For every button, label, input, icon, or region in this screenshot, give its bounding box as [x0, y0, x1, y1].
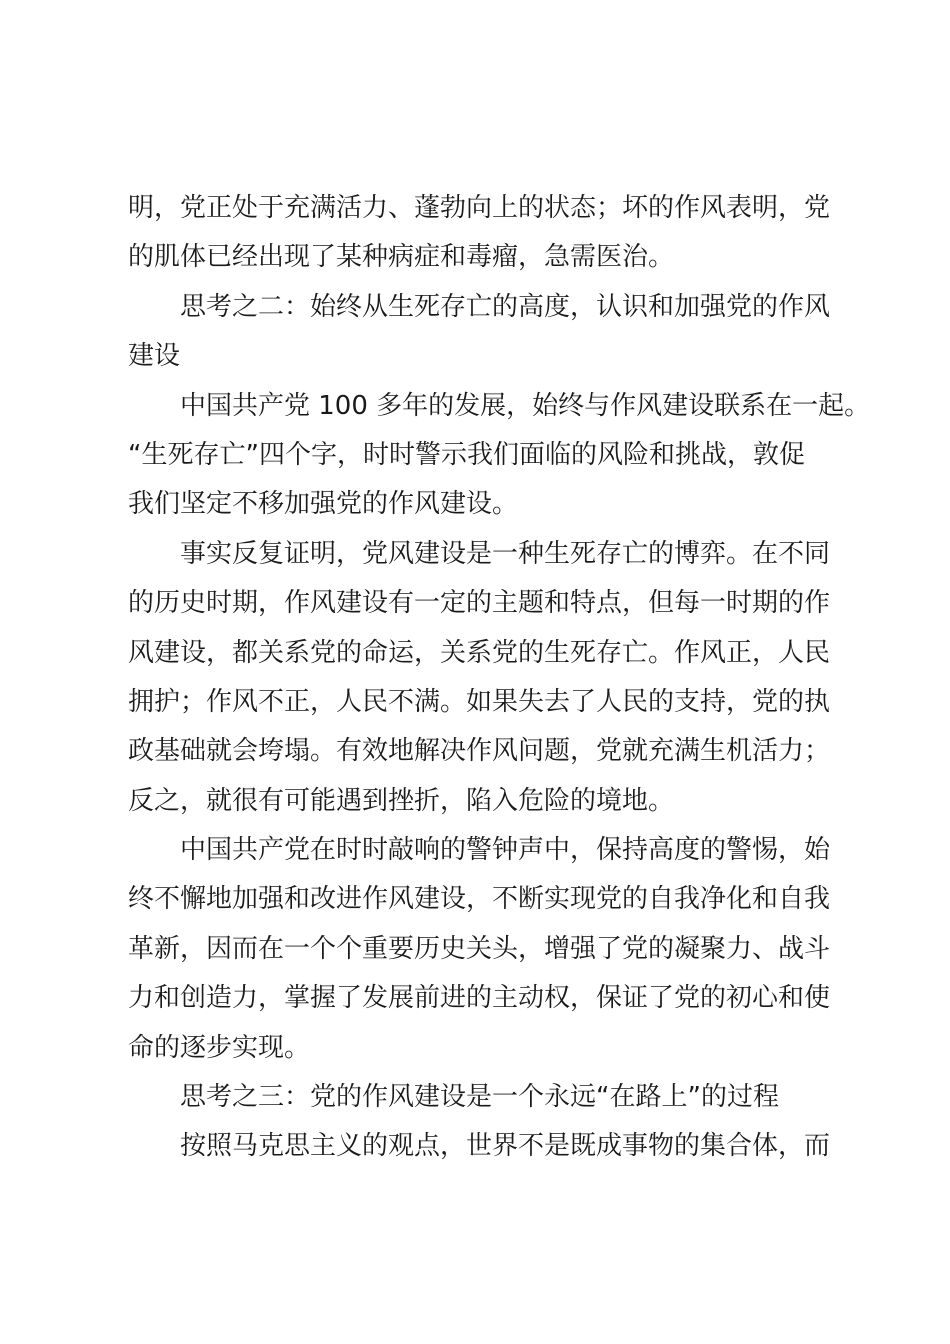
text-line: 的历史时期，作风建设有一定的主题和特点，但每一时期的作 [128, 588, 831, 619]
text-line: 的肌体已经出现了某种病症和毒瘤，急需医治。 [128, 242, 675, 273]
text-line: 明，党正处于充满活力、蓬勃向上的状态；坏的作风表明，党 [128, 193, 831, 223]
text-line: 革新，因而在一个个重要历史关头，增强了党的凝聚力、战斗 [128, 933, 831, 964]
text-line: 我们坚定不移加强党的作风建设。 [128, 489, 519, 520]
text-line: 按照马克思主义的观点，世界不是既成事物的集合体，而 [180, 1131, 831, 1162]
text-line: 政基础就会垮塌。有效地解决作风问题，党就充满生机活力； [128, 736, 831, 767]
text-line: 拥护；作风不正，人民不满。如果失去了人民的支持，党的执 [128, 686, 831, 717]
text-line: 中国共产党 100 多年的发展，始终与作风建设联系在一起。 [180, 390, 871, 421]
section-heading: 思考之三：党的作风建设是一个永远“在路上”的过程 [180, 1082, 779, 1113]
text-line: 风建设，都关系党的命运，关系党的生死存亡。作风正，人民 [128, 637, 831, 668]
text-line: “生死存亡”四个字，时时警示我们面临的风险和挑战，敦促 [128, 439, 805, 470]
section-heading: 思考之二：始终从生死存亡的高度，认识和加强党的作风 [180, 291, 831, 322]
section-heading-continued: 建设 [128, 341, 181, 372]
body-text [128, 184, 871, 1172]
text-line: 命的逐步实现。 [128, 1032, 311, 1063]
text-line: 事实反复证明，党风建设是一种生死存亡的博弈。在不同 [180, 538, 831, 569]
text-line: 力和创造力，掌握了发展前进的主动权，保证了党的初心和使 [128, 983, 831, 1014]
text-line: 终不懈地加强和改进作风建设，不断实现党的自我净化和自我 [128, 884, 831, 915]
text-line: 反之，就很有可能遇到挫折，陷入危险的境地。 [128, 785, 675, 816]
text-line: 中国共产党在时时敲响的警钟声中，保持高度的警惕，始 [180, 835, 831, 866]
